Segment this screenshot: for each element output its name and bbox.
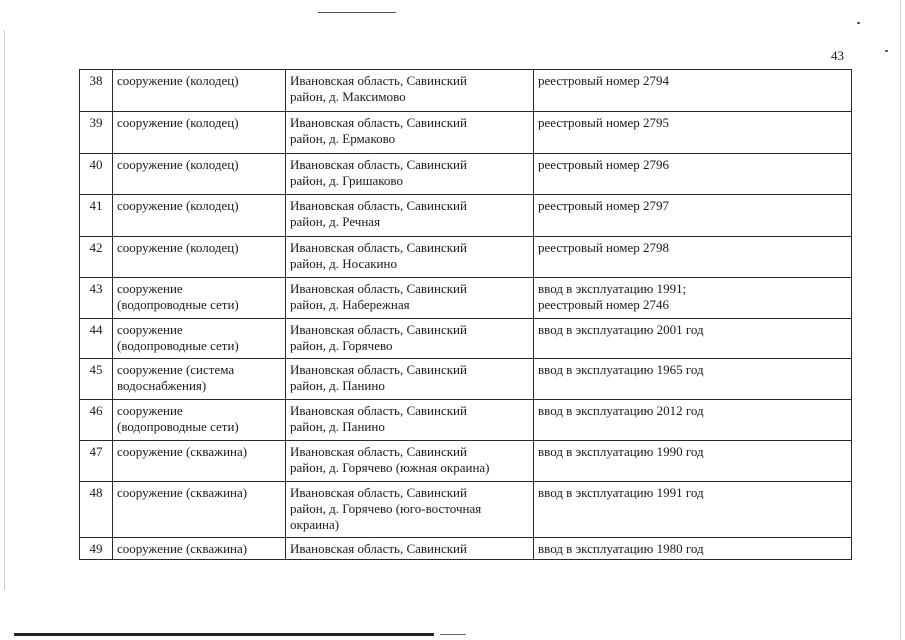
scan-speck (885, 50, 888, 52)
object-type: сооружение (колодец) (113, 154, 286, 195)
row-number: 45 (80, 359, 113, 400)
table-row (80, 278, 852, 319)
row-number: 48 (80, 482, 113, 538)
object-note: ввод в эксплуатацию 1991; реестровый номер 2746 (534, 278, 852, 319)
object-note: ввод в эксплуатацию 1980 год (534, 538, 852, 560)
object-address: Ивановская область, Савинский район, д. Носакино (286, 237, 534, 278)
object-note: ввод в эксплуатацию 1965 год (534, 359, 852, 400)
scan-right-edge (900, 0, 901, 640)
table-row (80, 359, 852, 400)
row-number: 38 (80, 70, 113, 112)
object-note: реестровый номер 2794 (534, 70, 852, 112)
table-row (80, 441, 852, 482)
object-type: сооружение (колодец) (113, 112, 286, 154)
page-number: 43 (831, 48, 844, 63)
table-row (80, 112, 852, 154)
row-number: 39 (80, 112, 113, 154)
scan-speck (857, 22, 860, 24)
row-number: 43 (80, 278, 113, 319)
object-type: сооружение (скважина) (113, 441, 286, 482)
object-address: Ивановская область, Савинский (286, 538, 534, 560)
object-address: Ивановская область, Савинский район, д. Горячево (286, 319, 534, 359)
table-row (80, 538, 852, 560)
row-number: 41 (80, 195, 113, 237)
table-row (80, 319, 852, 359)
object-note: ввод в эксплуатацию 1991 год (534, 482, 852, 538)
object-note: ввод в эксплуатацию 2012 год (534, 400, 852, 441)
object-note: реестровый номер 2796 (534, 154, 852, 195)
object-type: сооружение (колодец) (113, 237, 286, 278)
object-note: реестровый номер 2798 (534, 237, 852, 278)
row-number: 42 (80, 237, 113, 278)
row-number: 40 (80, 154, 113, 195)
row-number: 47 (80, 441, 113, 482)
table-row (80, 70, 852, 112)
row-number: 49 (80, 538, 113, 560)
object-address: Ивановская область, Савинский район, д. Ермаково (286, 112, 534, 154)
table-row (80, 482, 852, 538)
table-row (80, 154, 852, 195)
scan-bottom-bar (14, 633, 434, 636)
object-address: Ивановская область, Савинский район, д. Речная (286, 195, 534, 237)
object-address: Ивановская область, Савинский район, д. Горячево (южная окраина) (286, 441, 534, 482)
object-type: сооружение (колодец) (113, 70, 286, 112)
object-note: реестровый номер 2795 (534, 112, 852, 154)
object-note: реестровый номер 2797 (534, 195, 852, 237)
registry-table (79, 69, 852, 560)
object-type: сооружение (скважина) (113, 482, 286, 538)
object-address: Ивановская область, Савинский район, д. Гришаково (286, 154, 534, 195)
object-note: ввод в эксплуатацию 1990 год (534, 441, 852, 482)
object-type: сооружение (колодец) (113, 195, 286, 237)
object-type: сооружение (водопроводные сети) (113, 278, 286, 319)
top-scan-line (318, 12, 396, 13)
object-note: ввод в эксплуатацию 2001 год (534, 319, 852, 359)
table-row (80, 400, 852, 441)
object-address: Ивановская область, Савинский район, д. Панино (286, 400, 534, 441)
object-address: Ивановская область, Савинский район, д. Горячево (юго-восточная окраина) (286, 482, 534, 538)
object-type: сооружение (скважина) (113, 538, 286, 560)
object-address: Ивановская область, Савинский район, д. Максимово (286, 70, 534, 112)
row-number: 44 (80, 319, 113, 359)
scan-bottom-mark (440, 634, 466, 635)
object-type: сооружение (водопроводные сети) (113, 400, 286, 441)
row-number: 46 (80, 400, 113, 441)
table-row (80, 237, 852, 278)
scan-left-edge (4, 30, 5, 590)
object-type: сооружение (система водоснабжения) (113, 359, 286, 400)
object-address: Ивановская область, Савинский район, д. Панино (286, 359, 534, 400)
object-address: Ивановская область, Савинский район, д. Набережная (286, 278, 534, 319)
object-type: сооружение (водопроводные сети) (113, 319, 286, 359)
table-row (80, 195, 852, 237)
